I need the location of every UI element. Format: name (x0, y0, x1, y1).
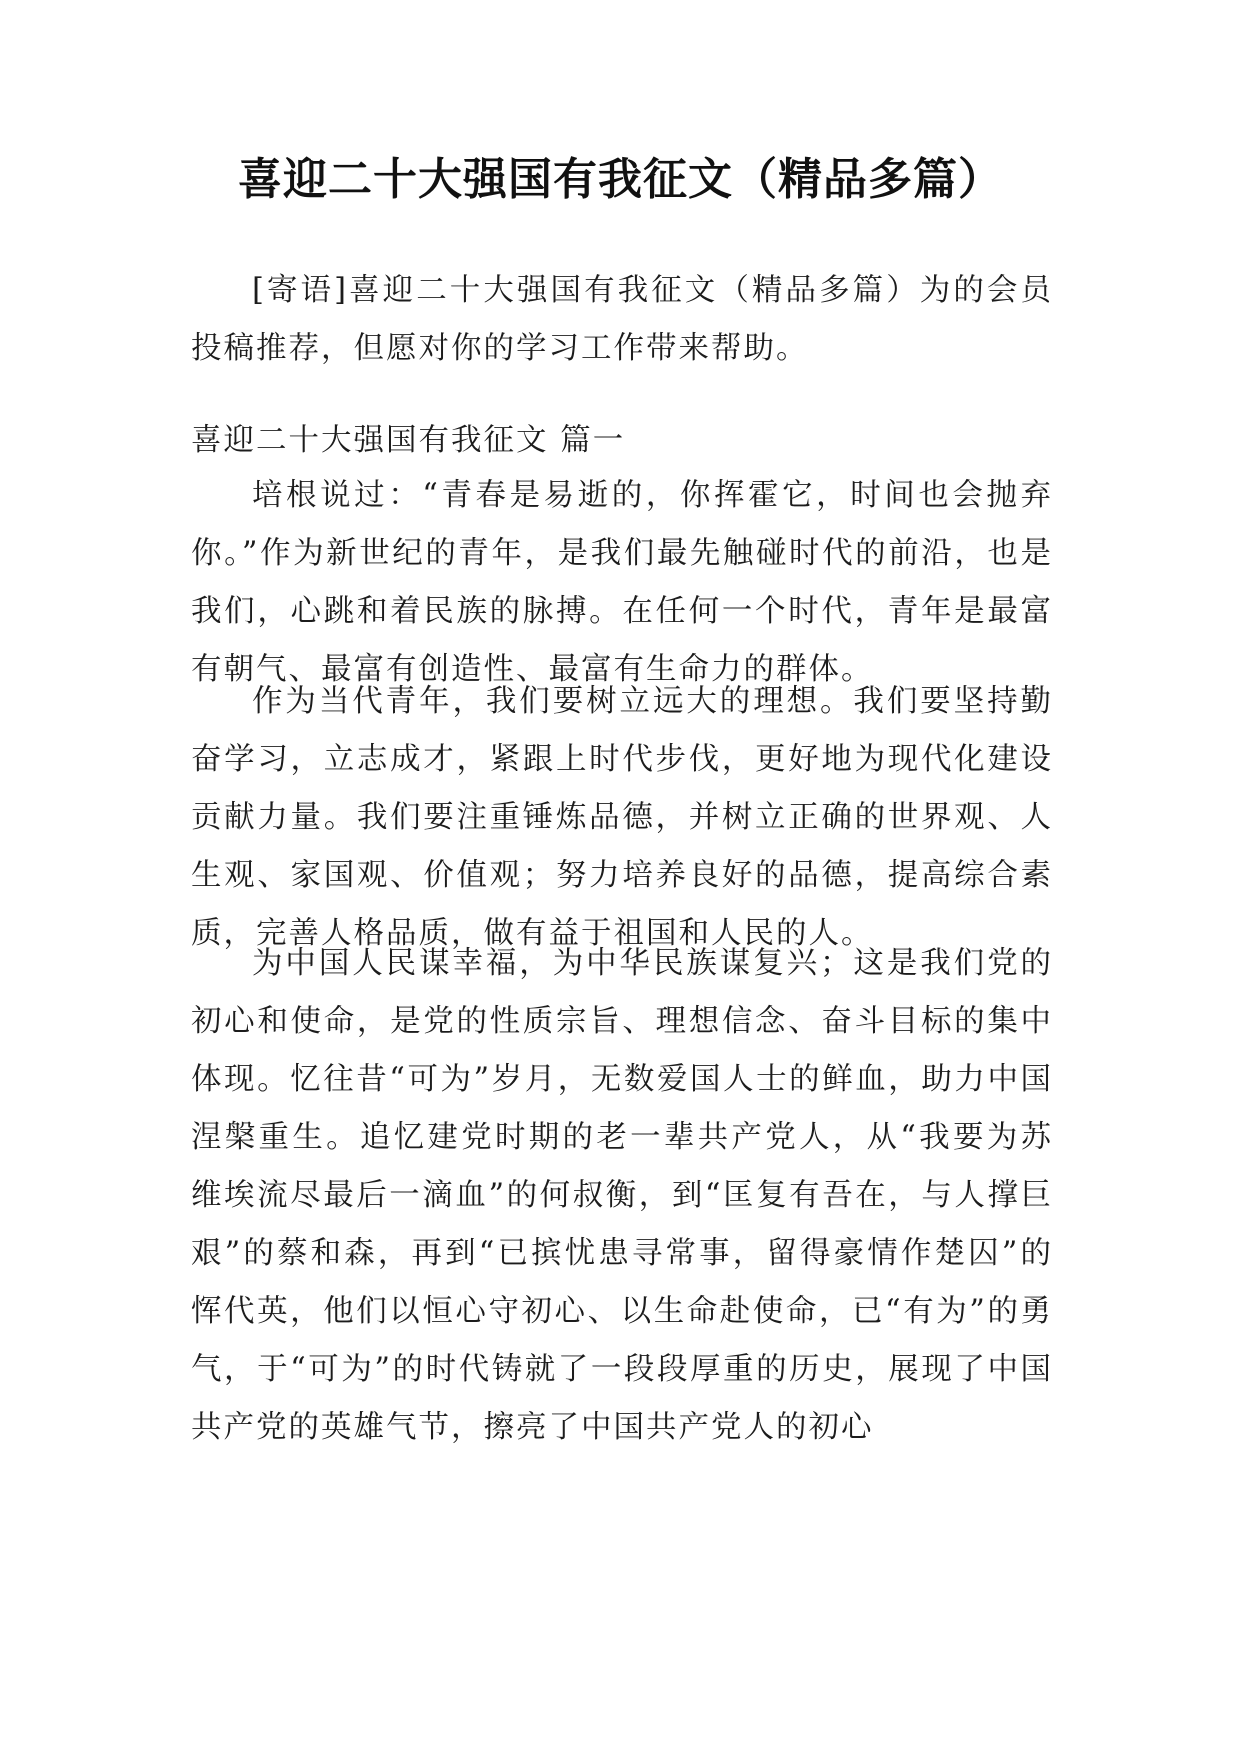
body-paragraph-1: 培根说过：“青春是易逝的，你挥霍它，时间也会抛弃你。”作为新世纪的青年，是我们最先触碰时代的前沿，也是我们，心跳和着民族的脉搏。在任何一个时代，青年是最富有朝气、最富有创造性、最富有生命力的群体。 (191, 478, 1053, 687)
body-paragraph-2: 作为当代青年，我们要树立远大的理想。我们要坚持勤奋学习，立志成才，紧跟上时代步伐，更好地为现代化建设贡献力量。我们要注重锤炼品德，并树立正确的世界观、人生观、家国观、价值观；努力培养良好的品德，提高综合素质，完善人格品质，做有益于祖国和人民的人。 (191, 684, 1053, 951)
document-title: 喜迎二十大强国有我征文（精品多篇） (238, 154, 1003, 205)
foreword-paragraph: [寄语]喜迎二十大强国有我征文（精品多篇）为的会员投稿推荐，但愿对你的学习工作带来帮助。 (191, 273, 1053, 366)
body-paragraph-3: 为中国人民谋幸福，为中华民族谋复兴；这是我们党的初心和使命，是党的性质宗旨、理想信念、奋斗目标的集中体现。忆往昔“可为”岁月，无数爱国人士的鲜血，助力中国涅槃重生。追忆建党时期的老一辈共产党人，从“我要为苏维埃流尽最后一滴血”的何叔衡，到“匡复有吾在，与人撑巨艰”的蔡和森，再到“已摈忧患寻常事，留得豪情作楚囚”的恽代英，他们以恒心守初心、以生命赴使命，已“有为”的勇气，于“可为”的时代铸就了一段段厚重的历史，展现了中国共产党的英雄气节，擦亮了中国共产党人的初心 (191, 946, 1053, 1445)
section-heading: 喜迎二十大强国有我征文 篇一 (191, 423, 626, 458)
